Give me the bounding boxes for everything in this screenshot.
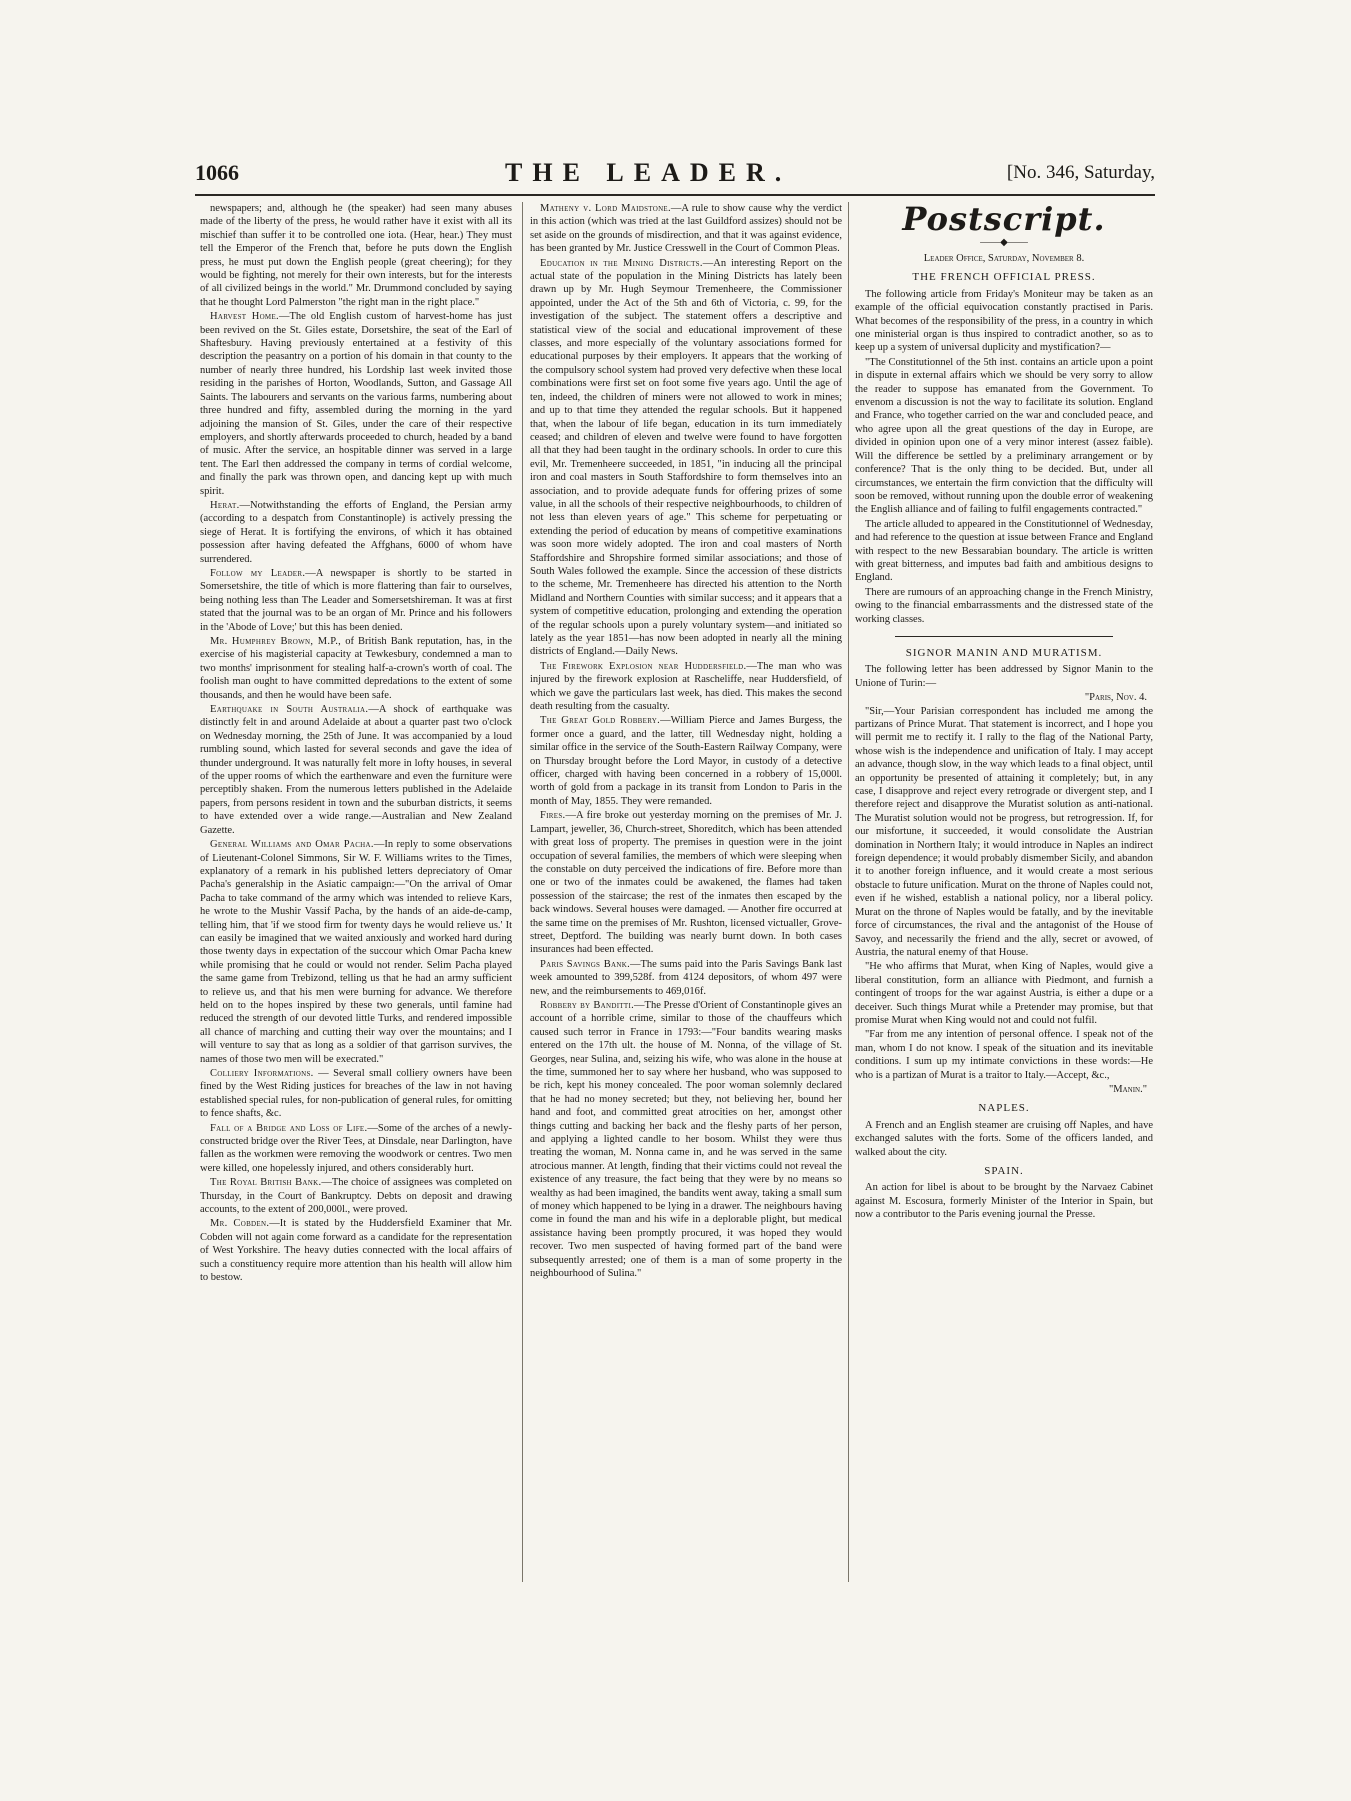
paragraph-body: —An interesting Report on the actual state of the population in the Mining Districts has lately been drawn up by Mr. Hugh Seymour Tremenheere, the Commissioner appointed, under the Act of the 5th and 6th of Victoria, c. 99, for the investigation of the subject. The statement offers a descriptive and statistical view of the social and educational improvement of these classes, and more especially of the voluntary associations formed for educational purposes by their employers. It appears that the working of the compulsory school system had proved very defective when these local combinations were first set on foot some five years ago. Until the age of ten, indeed, the children of miners were not allowed to work in mines; and up to that time they attended the regular schools. But it happened that, when the labour of life began, education in its turn immediately ceased; and children of eleven and twelve were found to have forgotten all that they had been taught in the ordinary schools. In order to cure this evil, Mr. Tremenheere succeeded, in 1851, "in inducing all the principal iron and coal masters in South Staffordshire to form themselves into an association, and to provide adequate funds for offering prizes of some value, in all the schools of their respective neighbourhoods, to children of not less than eleven years of age." This scheme for perpetuating or extending the period of education by means of competitive examinations was soon more widely adopted. The iron and coal masters of North Staffordshire and Shropshire formed similar associations; and those of South Wales followed the example. Since the accession of these districts to the scheme, Mr. Tremenheere has directed his attention to the North Midland and Northern Counties with similar success; and it appears that a system of competitive education, prolonging and extending the operation of the regular schools upon a purely voluntary system—and initiated so lately as the year 1851—has now been adopted in nearly all the mining districts of England.—Daily News. <box>530 257 842 658</box>
paragraph-body: — Several small colliery owners have been fined by the West Riding justices for breaches of the law in not having established special rules, for non-publication of general rules, for omitting to fence shafts, &c. <box>200 1068 512 1120</box>
paragraph <box>530 660 842 714</box>
paragraph: newspapers; and, although he (the speaker) had seen many abuses made of the liberty of the press, he would rather have it exist with all its mischief than suffer it to be controlled one iota. (Hear, hear.) They must tell the Emperor of the French that, before he puts down the English press, he must put down the English people (great cheering); for they would be fighting, not merely for their own interests, but for the interests of all civilized beings in the world." Mr. Drummond concluded by saying that he thought Lord Palmerston "the right man in the right place." <box>200 203 512 308</box>
dateline: Leader Office, Saturday, November 8. <box>923 253 1085 264</box>
paragraph-heading: The Great Gold Robbery. <box>540 715 661 727</box>
paragraph: "Far from me any intention of personal offence. I speak not of the man, whom I do not know. I speak of the situation and its inevitable conditions. I sum up my intimate convictions in these words:—He who is a partizan of Murat is a traitor to Italy.—Accept, &c., <box>855 1029 1153 1081</box>
paragraph-body: —A newspaper is shortly to be started in Somersetshire, the title of which is more flattering than fair to ourselves, being nothing less than The Leader and Somersetshireman. It was at first stated that the journal was to be an organ of Mr. Prince and his followers in the 'Abode of Love;' but this has been denied. <box>200 567 512 633</box>
paragraph <box>200 635 512 702</box>
page-number: 1066 <box>195 160 239 185</box>
paragraph <box>200 703 512 837</box>
paragraph-heading: Colliery Informations. <box>210 1068 314 1079</box>
paragraph <box>200 1122 512 1176</box>
paragraph <box>530 999 842 1281</box>
paragraph-heading: Education in the Mining Districts. <box>540 257 703 269</box>
paragraph-heading: The Firework Explosion near Huddersfield. <box>540 660 747 672</box>
paragraph: The following article from Friday's Moniteur may be taken as an example of the official equivocation constantly practised in Paris. What becomes of the responsibility of the press, in a country in which one ministerial organ is thus inspired to contradict another, so as to keep up a system of universal duplicity and mystification?— <box>855 288 1153 354</box>
paragraph-body: —The old English custom of harvest-home has just been revived on the St. Giles estate, Dorsetshire, the seat of the Earl of Shaftesbury. Having previously entertained at a festivity of this description the peasantry on a portion of his domain in that county to the number of nearly three hundred, his Lordship last week invited those residing in the parishes of Horton, Woodlands, Sutton, and Gassage All Saints. The labourers and servants on the various farms, numbering about three hundred and fifty, assembled during the morning in the yard adjoining the mansion of St. Giles, under the care of their respective employers, and shortly afterwards proceeded to church, headed by a band of music. After the service, an hospitable dinner was served in a large tent. The Earl then addressed the company in terms of cordial welcome, and finally the park was thrown open, and dancing kept up with much spirit. <box>200 311 512 497</box>
paragraph-body: —The choice of assignees was completed on Thursday, in the Court of Bankruptcy. Debts on deposit and drawing accounts, to the extent of 200,000l., were proved. <box>200 1177 512 1216</box>
paragraph-body: —The man who was injured by the firework explosion at Rascheliffe, near Huddersfield, of which we gave the particulars last week, has died. This makes the second death resulting from the casualty. <box>530 660 842 713</box>
column-right <box>855 202 1153 1582</box>
paragraph <box>200 838 512 1066</box>
paragraph-body: —Some of the arches of a newly-constructed bridge over the River Tees, at Dinsdale, near Darlington, have fallen as the workmen were removing the woodwork or centres. Two men were killed, one hopelessly injured, and others considerably hurt. <box>200 1122 512 1174</box>
paragraph <box>200 1176 512 1216</box>
paragraph-heading: Matheny v. Lord Maidstone. <box>540 203 671 214</box>
paragraph-heading: Harvest Home. <box>210 311 279 323</box>
paragraph <box>530 257 842 659</box>
paragraph-body: —It is stated by the Huddersfield Examiner that Mr. Cobden will not again come forward as a candidate for the representation of West Yorkshire. The heavy duties connected with the local affairs of such a constituency require more attention than his health will allow him to bestow. <box>200 1218 512 1284</box>
section-title: NAPLES. <box>978 1102 1030 1115</box>
paragraph-heading: Earthquake in South Australia. <box>210 704 369 716</box>
letter-dateline: "Paris, Nov. 4. <box>1084 692 1147 704</box>
paragraph <box>530 714 842 808</box>
column-rule <box>522 202 523 1582</box>
paragraph-heading: Paris Savings Bank. <box>540 958 630 970</box>
paragraph: There are rumours of an approaching change in the French Ministry, owing to the financial embarrassments and the distressed state of the working classes. <box>855 586 1153 625</box>
paragraph <box>200 1067 512 1121</box>
paragraph-heading: General Williams and Omar Pacha. <box>210 839 374 851</box>
paragraph: "The Constitutionnel of the 5th inst. contains an article upon a point in dispute in external affairs which we should be very sorry to allow the reader to suppose has emanated from the Government. To envenom a discussion is not the way to facilitate its solution. England and France, who together carried on the war and concluded peace, and who agree upon all the great questions of the day in Europe, are divided in opinion upon one of a very minor interest (assez faible). Will the difference be settled by a preliminary arrangement or by conference? That is the only thing to be decided. But, under all circumstances, we entertain the firm conviction that the difficulty will soon be removed, without running upon the double error of weakening the English alliance and of failing to fulfil engagements contracted." <box>855 356 1153 516</box>
paragraph: The article alluded to appeared in the Constitutionnel of Wednesday, and had reference to the question at issue between France and England with respect to the new Bessarabian boundary. The article is written with great bitterness, and imputes bad faith and ambitious designs to England. <box>855 518 1153 584</box>
paragraph-body: —A shock of earthquake was distinctly felt in and around Adelaide at about a quarter past two o'clock on Wednesday morning, the 25th of June. It was accompanied by a loud rumbling sound, which lasted for several seconds and gave the idea of thunder underground. It was naturally felt more in lofty houses, in several of the upper rooms of which the earthenware and even the furniture were perceptibly shaken. From the numerous letters published in the Adelaide papers, from persons resident in town and the suburban districts, it seems to have extended over a wide range.—Australian and New Zealand Gazette. <box>200 704 512 836</box>
paragraph-body: —A rule to show cause why the verdict in this action (which was tried at the last Guildford assizes) should not be set aside on the grounds of misdirection, and that it was against evidence, has been granted by Mr. Justice Cresswell in the Court of Common Pleas. <box>530 203 842 255</box>
section-title: THE FRENCH OFFICIAL PRESS. <box>912 271 1096 284</box>
paragraph <box>200 499 512 566</box>
paragraph-heading: Herat. <box>210 499 240 511</box>
page-header <box>195 160 1155 196</box>
paragraph-body: —In reply to some observations of Lieutenant-Colonel Simmons, Sir W. F. Williams writes to the Times, explanatory of a remark in his published letters depreciatory of Omar Pacha's generalship in the Asiatic campaign:—"On the arrival of Omar Pacha to take command of the army which was intended to relieve Kars, he wrote to the Mushir Vassif Pacha, by the hands of an aide-de-camp, telling him, that 'if we stood firm for twenty days he would relieve us.' It can easily be imagined that we waited anxiously and worked hard during those twenty days in expectation of the succour which Omar Pacha knew while promising that he could or would not render. Selim Pacha played the same game from Trebizond, telling us that he had an army sufficient to relieve us, and that his men were burning for advance. We therefore held on to the hopes inspired by these two generals, until famine had reduced the strength of our devoted little Turks, and rendered impossible all chance of marching and cutting their way over the mountains; and I will venture to say that as long as a soldier of that garrison survives, the names of those two men will be execrated." <box>200 839 512 1065</box>
paragraph <box>530 958 842 998</box>
paragraph-body: —The Presse d'Orient of Constantinople gives an account of a horrible crime, similar to those of the chauffeurs which caused such terror in France in 1793:—"Four bandits wearing masks entered on the 17th ult. the house of M. Nonna, of the village of St. Georges, near Sulina, and, seizing his wife, who was alone in the house at the time, summoned her to say where her husband, who was supposed to be rich, kept his money concealed. The poor woman solemnly declared that he had no money secreted; but they, not believing her, bound her hand and foot, and committed great atrocities on her, amongst other things cutting and backing her back and the fleshy parts of her person, and applying a lighted candle to her bosom. Whilst they were thus treating the woman, M. Nonna came in, and he was served in the same atrocious manner. At length, finding that their victims could not reveal the existence of any treasure, the fact being that they were by no means so wealthy as had been imagined, the bandits went away, taking a small sum of money which happened to be lying in a drawer. The neighbours having come in found the man and his wife in a deplorable plight, but medical assistance having been promptly procured, it was hoped they would recover. Two men suspected of having formed part of the band were subsequently arrested; one of them is a man of some property in the neighbourhood of Sulina." <box>530 999 842 1280</box>
paragraph: "Sir,—Your Parisian correspondent has included me among the partizans of Prince Murat. That statement is incorrect, and I hope you will permit me to rectify it. I rally to the flag of the National Party, whose wish is the independence and unification of Italy. I may accept an advance, though slow, in the way which leads to a final object, until an opportunity be presented of attaining it completely; but, in any case, I disapprove and reject every retrograde or divergent step, and I therefore reject and disapprove the Muratist solution as anti-national. The Muratist solution would not be progress, but retrogression. If, for our misfortune, it succeeded, it would consolidate the Austrian domination in Northern Italy; it would introduce in Naples an indirect foreign dependence; it would probably dismember Sicily, and abandon it to another foreign influence, and it would create a most serious obstacle to future unification. Murat on the throne of Naples could not, even if he wished, establish a national policy, nor a liberal policy. Murat on the throne of Naples would be fatally, and by the inevitable force of circumstances, the rival and the antagonist of the House of Savoy, and necessarily the friend and the ally, secret or avowed, of Austria, the natural enemy of that House. <box>855 705 1153 958</box>
paragraph-heading: Fires. <box>540 810 566 822</box>
paragraph-body: of British Bank reputation, has, in the exercise of his magisterial capacity at Tewkesbury, condemned a man to two months' imprisonment for stealing half-a-crown's worth of coal. The foolish man ought to have committed depredations to the extent of some thousands, and then he would have been safe. <box>200 636 512 701</box>
section-title: SPAIN. <box>984 1165 1024 1177</box>
section-title: SIGNOR MANIN AND MURATISM. <box>905 646 1103 659</box>
paragraph-heading: Fall of a Bridge and Loss of Life. <box>210 1122 368 1134</box>
paragraph: "He who affirms that Murat, when King of Naples, would give a liberal constitution, form an alliance with Piedmont, and furnish a contingent of troops for the war against Austria, is either a dupe or a deceiver. Such things Murat while a Pretender may promise, but that promise Murat when King would not and could not fulfil. <box>855 961 1153 1026</box>
paragraph-heading: Mr. Cobden. <box>210 1218 270 1230</box>
paragraph <box>530 809 842 956</box>
masthead-title: THE LEADER. <box>505 158 792 187</box>
section-divider <box>895 636 1113 637</box>
paragraph: The following letter has been addressed by Signor Manin to the Unione of Turin:— <box>855 664 1153 689</box>
column-left <box>200 202 512 1582</box>
column-rule <box>848 202 849 1582</box>
letter-signature: "Manin." <box>1108 1083 1147 1095</box>
divider-ornament-icon: ——◆—— <box>980 237 1028 248</box>
paragraph-body: —Notwithstanding the efforts of England, the Persian army (according to a despatch from Constantinople) is actively pressing the siege of Herat. It is fortifying the environs, of which it has obtained possession after having defeated the Affghans, 6000 of whom have surrendered. <box>200 499 512 565</box>
paragraph-heading: Mr. Humphrey Brown, M.P., <box>210 636 342 647</box>
postscript-title: Postscript. <box>902 202 1106 238</box>
paragraph-body: —A fire broke out yesterday morning on the premises of Mr. J. Lampart, jeweller, 36, Church-street, Shoreditch, which has been attended with great loss of property. The premises in question were in the joint occupation of several families, the members of which were sleeping when the constable on duty perceived the indications of fire. Before more than one or two of the inmates could be awakened, the flames had taken possession of the staircase; the rest of the inmates then escaped by the back windows. Several houses were damaged. — Another fire occurred at the same time on the premises of Mr. Rushton, licensed victualler, Grove-street, Deptford. The building was nearly burnt down. In both cases insurances had been effected. <box>530 810 842 956</box>
issue-number: [No. 346, Saturday, <box>1006 162 1155 183</box>
paragraph <box>530 202 842 256</box>
paragraph: An action for libel is about to be brought by the Narvaez Cabinet against M. Escosura, formerly Minister of the Interior in Spain, but now a contributor to the Paris evening journal the Presse. <box>855 1182 1153 1221</box>
paragraph: A French and an English steamer are cruising off Naples, and have exchanged salutes with the forts. Some of the officers landed, and walked about the city. <box>855 1119 1153 1158</box>
paragraph <box>200 1217 512 1284</box>
column-middle <box>530 202 842 1582</box>
paragraph <box>200 310 512 498</box>
paragraph-body: —The sums paid into the Paris Savings Bank last week amounted to 399,528f. from 4124 depositors, of whom 497 were new, and the reimbursements to 469,016f. <box>530 958 842 997</box>
paragraph-heading: Robbery by Banditti. <box>540 999 635 1011</box>
paragraph <box>200 567 512 634</box>
paragraph-heading: The Royal British Bank. <box>210 1177 322 1189</box>
paragraph-heading: Follow my Leader. <box>210 567 306 579</box>
paragraph-body: —William Pierce and James Burgess, the former once a guard, and the latter, till Wednesday night, holding a similar office in the service of the South-Eastern Railway Company, were on Thursday brought before the Lord Mayor, in custody of a detective officer, charged with having been concerned in a robbery of 15,000l. worth of gold from a package in its transit from London to Paris in the month of May, 1855. They were remanded. <box>530 715 842 807</box>
